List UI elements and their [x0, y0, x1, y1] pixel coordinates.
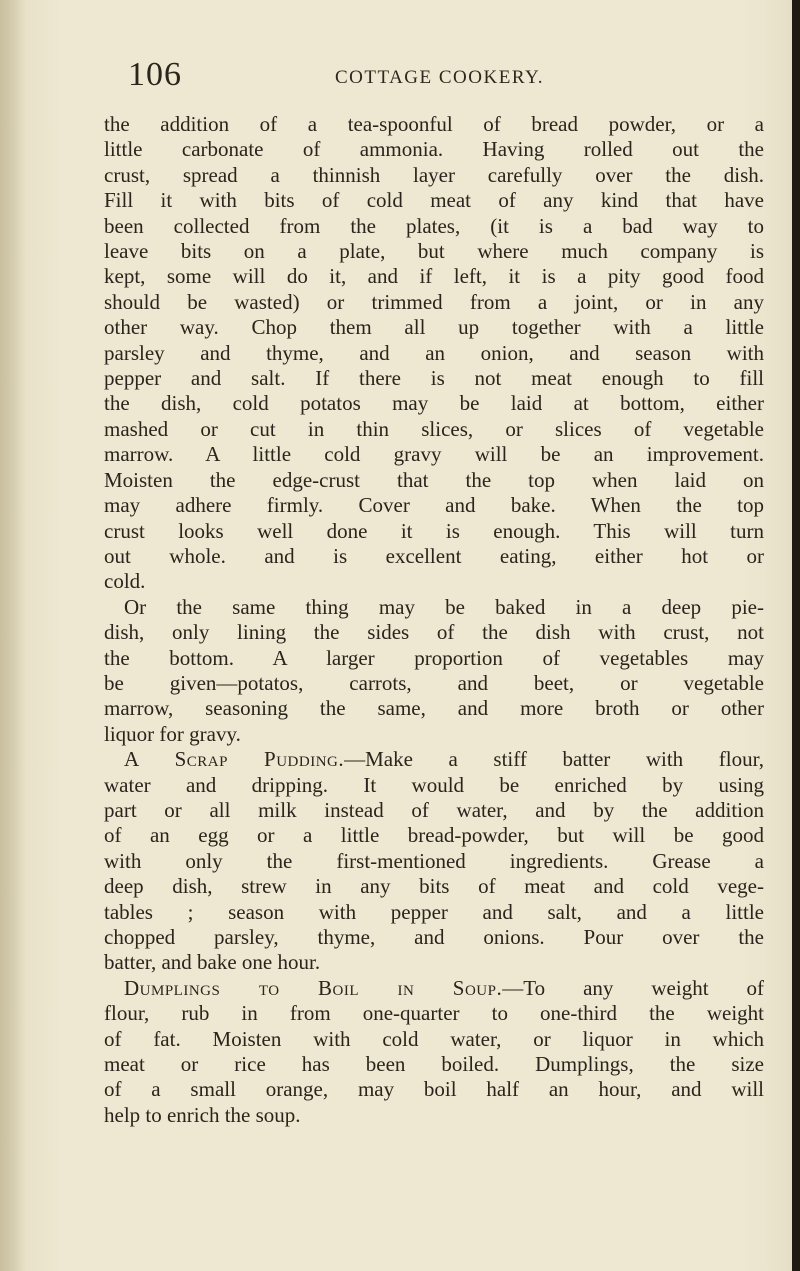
text-line: [104, 620, 764, 645]
line-text: been collected from the plates, (it is a bad way to: [104, 213, 764, 238]
line-text: chopped parsley, thyme, and onions. Pour over the: [104, 925, 764, 949]
line-text: meat or rice has been boiled. Dumplings, the size: [104, 1052, 764, 1077]
text-line: [104, 849, 764, 874]
text-line: [104, 722, 764, 747]
page-number: 106: [128, 56, 182, 93]
text-line: [104, 646, 764, 671]
line-text: out whole. and is excellent eating, either hot or: [104, 543, 764, 568]
text-line: [104, 874, 764, 899]
line-text: pepper and salt. If there is not meat enough to fill: [104, 366, 764, 391]
text-line: [104, 544, 764, 569]
text-line: [104, 214, 764, 239]
text-line: [104, 1103, 764, 1128]
text-line: [104, 468, 764, 493]
text-line: [104, 391, 764, 416]
line-text: with only the first-mentioned ingredients. Grease a: [104, 848, 764, 873]
text-line: [104, 823, 764, 848]
text-line: [104, 798, 764, 823]
text-line: [104, 493, 764, 518]
running-head: COTTAGE COOKERY.: [335, 67, 544, 88]
line-text: crust looks well done it is enough. This will turn: [104, 518, 764, 543]
line-text: batter, and bake one hour.: [104, 950, 321, 975]
line-text: of a small orange, may boil half an hour, and will: [104, 1077, 764, 1102]
body-text: [104, 112, 764, 1128]
text-line: [104, 290, 764, 315]
text-line: [104, 112, 764, 137]
text-line: [104, 1077, 764, 1102]
line-text: help to enrich the soup.: [104, 1102, 301, 1127]
line-text: flour, rub in from one-quarter to one-third the weight: [104, 1001, 764, 1026]
line-text: tables ; season with pepper and salt, and a little: [104, 899, 764, 924]
text-line: [104, 747, 764, 772]
text-line: [104, 900, 764, 925]
line-text: marrow. A little cold gravy will be an improvement.: [104, 442, 764, 467]
line-text: parsley and thyme, and an onion, and season with: [104, 340, 764, 365]
line-text: of an egg or a little bread-powder, but will be good: [104, 823, 764, 848]
line-text: deep dish, strew in any bits of meat and cold vege-: [104, 874, 764, 899]
text-line: [104, 1052, 764, 1077]
text-line: [104, 264, 764, 289]
page-header: [128, 56, 628, 96]
line-text: marrow, seasoning the same, and more broth or other: [104, 696, 764, 721]
line-text: water and dripping. It would be enriched by using: [104, 772, 764, 797]
text-line: [104, 671, 764, 696]
line-text: the dish, cold potatos may be laid at bottom, either: [104, 391, 764, 416]
line-text: liquor for gravy.: [104, 721, 241, 746]
section-heading: Dumplings to Boil in Soup.: [124, 975, 503, 1000]
line-text: Fill it with bits of cold meat of any kind that have: [104, 188, 764, 213]
text-line: [104, 519, 764, 544]
line-text: —To any weight of: [502, 975, 764, 1000]
text-line: [104, 925, 764, 950]
line-text: —Make a stiff batter with flour,: [344, 747, 764, 772]
text-line: [104, 417, 764, 442]
text-line: [104, 366, 764, 391]
line-text: part or all milk instead of water, and by the addition: [104, 797, 764, 822]
line-text: kept, some will do it, and if left, it is a pity good food: [104, 264, 764, 289]
text-line: [104, 188, 764, 213]
text-line: [104, 1001, 764, 1026]
line-text: the addition of a tea-spoonful of bread powder, or a: [104, 112, 764, 136]
line-text: of fat. Moisten with cold water, or liquor in which: [104, 1026, 764, 1051]
line-text: Moisten the edge-crust that the top when laid on: [104, 467, 764, 492]
line-text: leave bits on a plate, but where much company is: [104, 239, 764, 264]
text-line: [104, 569, 764, 594]
page-right-edge: [792, 0, 800, 1271]
text-line: [104, 137, 764, 162]
text-line: [104, 696, 764, 721]
line-text: cold.: [104, 569, 146, 594]
line-text: should be wasted) or trimmed from a joint, or in any: [104, 289, 764, 314]
text-line: [104, 239, 764, 264]
line-text: dish, only lining the sides of the dish with crust, not: [104, 620, 764, 645]
line-text: be given—potatos, carrots, and beet, or vegetable: [104, 670, 764, 695]
text-line: [104, 773, 764, 798]
text-line: [104, 341, 764, 366]
line-text: the bottom. A larger proportion of vegetables may: [104, 645, 764, 670]
line-text: other way. Chop them all up together with a little: [104, 315, 764, 340]
text-line: [104, 976, 764, 1001]
section-heading: A Scrap Pudding.: [124, 747, 345, 772]
text-line: [104, 315, 764, 340]
text-line: [104, 163, 764, 188]
line-text: may adhere firmly. Cover and bake. When the top: [104, 493, 764, 518]
line-text: mashed or cut in thin slices, or slices of vegetable: [104, 416, 764, 441]
line-text: little carbonate of ammonia. Having rolled out the: [104, 137, 764, 162]
line-text: Or the same thing may be baked in a deep pie-: [124, 594, 764, 619]
text-line: [104, 950, 764, 975]
text-line: [104, 442, 764, 467]
text-line: [104, 1027, 764, 1052]
text-line: [104, 595, 764, 620]
page-binding-shadow: [0, 0, 26, 1271]
line-text: crust, spread a thinnish layer carefully over the dish.: [104, 162, 764, 187]
